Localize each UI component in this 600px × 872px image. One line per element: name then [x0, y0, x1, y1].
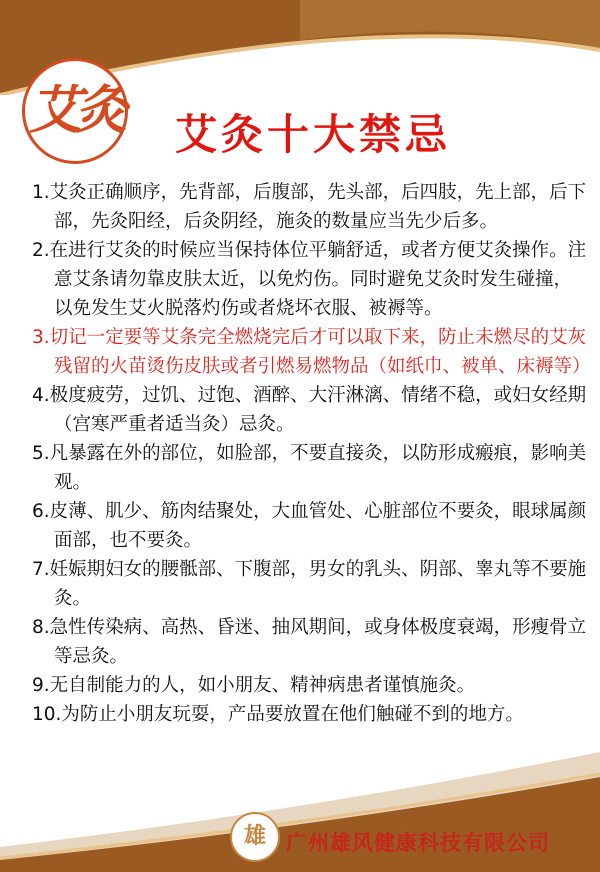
logo-text: 艾灸 [28, 80, 121, 141]
rule-item-8: 8.急性传染病、高热、昏迷、抽风期间，或身体极度衰竭，形瘦骨立等忌灸。 [32, 617, 587, 667]
rule-item-7: 7.妊娠期妇女的腰骶部、下腹部，男女的乳头、阴部、睾丸等不要施灸。 [32, 559, 587, 609]
rule-item-5: 5.凡暴露在外的部位，如脸部，不要直接灸，以防形成瘢痕，影响美观。 [32, 443, 587, 493]
seal-text: 雄 [243, 824, 266, 849]
rules-list [32, 178, 591, 729]
moxibustion-logo [22, 58, 128, 164]
page-title: 艾灸十大禁忌 [175, 110, 452, 159]
rule-item-6: 6.皮薄、肌少、筋肉结聚处，大血管处、心脏部位不要灸，眼球属颜面部，也不要灸。 [32, 501, 587, 551]
rule-item-3-highlight: 3.切记一定要等艾条完全燃烧完后才可以取下来，防止未燃尽的艾灰残留的火苗烫伤皮肤或者引燃易燃物品（如纸巾、被单、床褥等） [32, 327, 591, 377]
rule-item-2: 2.在进行艾灸的时候应当保持体位平躺舒适，或者方便艾灸操作。注意艾条请勿靠皮肤太近，以免灼伤。同时避免艾灸时发生碰撞，以免发生艾火脱落灼伤或者烧坏衣服、被褥等。 [32, 240, 587, 319]
rule-item-1: 1.艾灸正确顺序，先背部，后腹部，先头部，后四肢，先上部，后下部，先灸阳经，后灸阴经，施灸的数量应当先少后多。 [32, 182, 587, 232]
rule-item-10: 10.为防止小朋友玩耍，产品要放置在他们触碰不到的地方。 [32, 704, 524, 725]
company-name: 广州雄风健康科技有限公司 [286, 831, 550, 855]
rule-item-9: 9.无自制能力的人，如小朋友、精神病患者谨慎施灸。 [32, 675, 476, 696]
company-seal-logo [230, 812, 280, 862]
rule-item-4: 4.极度疲劳，过饥、过饱、酒醉、大汗淋漓、情绪不稳，或妇女经期（宫寒严重者适当灸）忌灸。 [32, 385, 587, 435]
